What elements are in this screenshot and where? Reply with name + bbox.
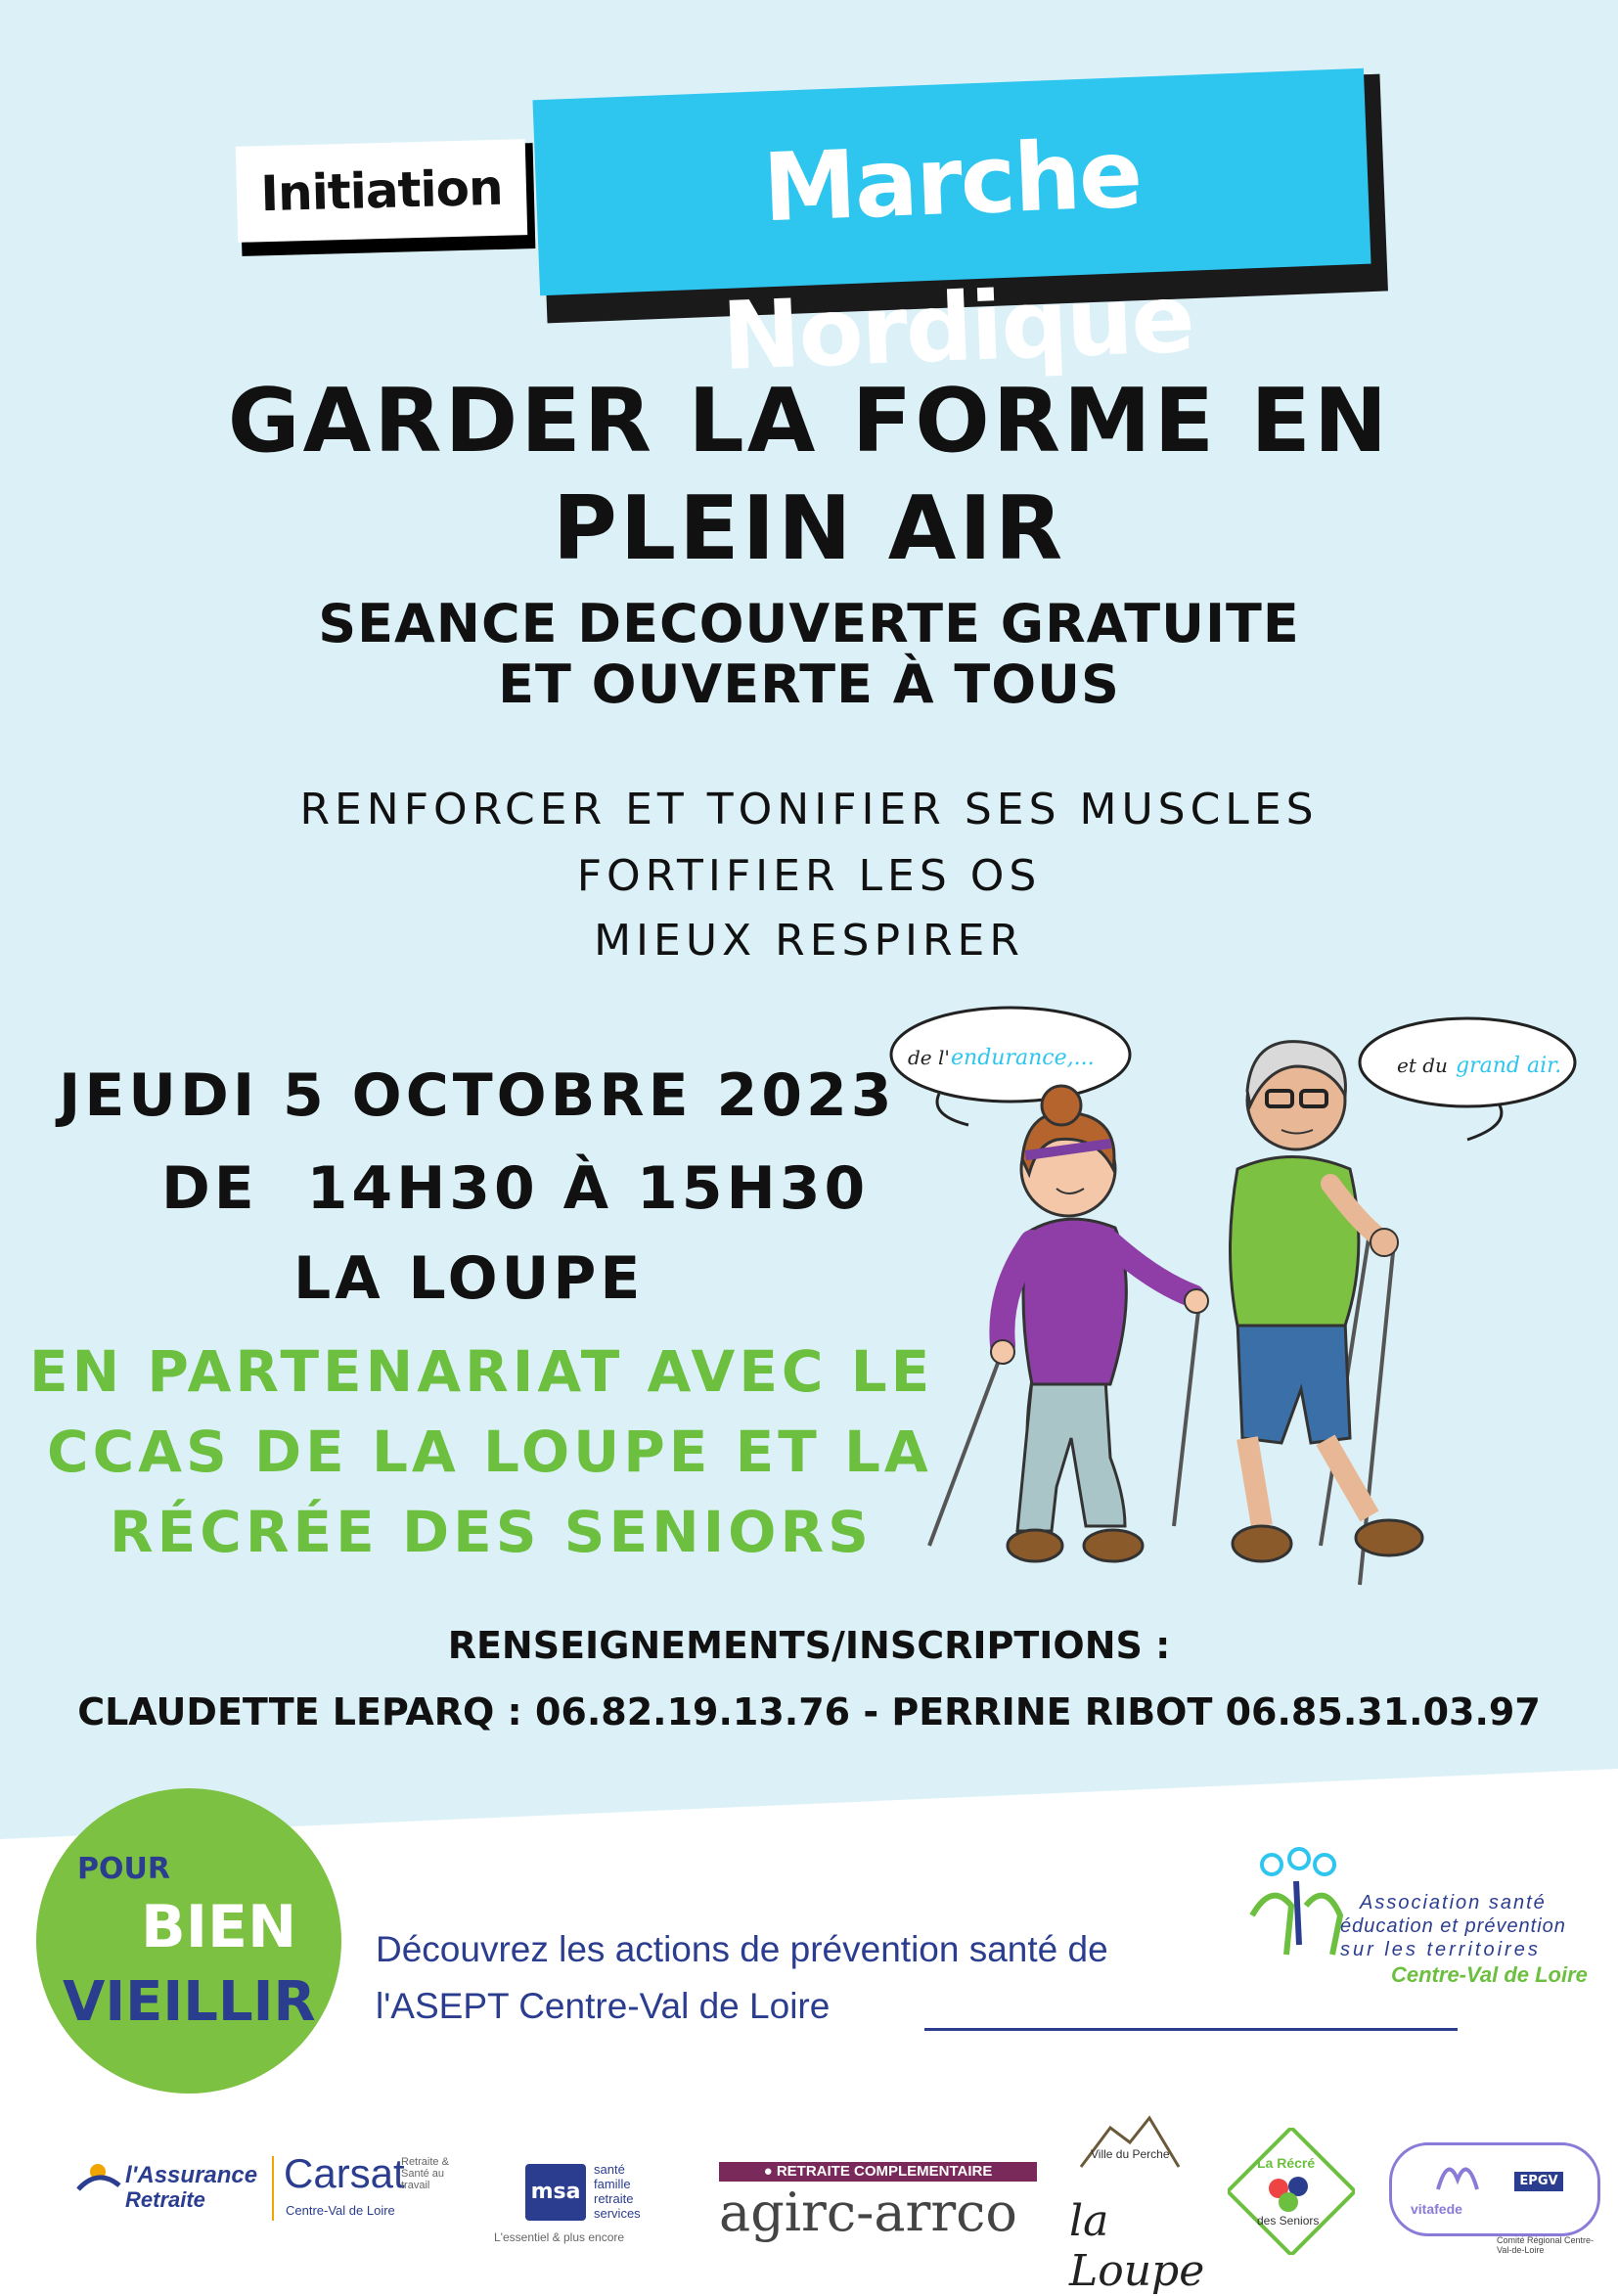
msa-line-2: famille xyxy=(594,2177,631,2191)
partnership-line3: RÉCRÉE DES SENIORS xyxy=(110,1499,873,1565)
assurance-name2: Retraite xyxy=(125,2187,205,2212)
carsat-sub: Centre-Val de Loire xyxy=(286,2203,395,2218)
assurance-name: l'Assurance xyxy=(125,2162,258,2188)
event-time: DE 14H30 À 15H30 xyxy=(161,1154,870,1223)
asept-logo-line3: sur les territoires xyxy=(1340,1939,1541,1960)
msa-logo xyxy=(484,2152,680,2250)
benefit-1: RENFORCER ET TONIFIER SES MUSCLES xyxy=(299,785,1319,834)
man-walker xyxy=(1231,1042,1423,1585)
msa-square: msa xyxy=(525,2164,586,2221)
epgv-sub: Comité Régional Centre-Val-de-Loire xyxy=(1497,2235,1595,2255)
bubble-right-highlight: grand air. xyxy=(1456,1054,1562,1078)
woman-walker xyxy=(929,1086,1208,1561)
pour-bien-vieillir-badge xyxy=(33,1785,344,2096)
carsat-name: Carsat xyxy=(284,2150,405,2196)
asept-logo-line4: Centre-Val de Loire xyxy=(1391,1962,1588,1987)
vitafede-name: vitafede xyxy=(1411,2201,1462,2217)
vitafede-frame xyxy=(1389,2142,1600,2236)
speech-bubble-right xyxy=(1360,1018,1575,1140)
agirc-top: ● RETRAITE COMPLEMENTAIRE xyxy=(719,2162,1037,2182)
msa-line-3: retraite xyxy=(594,2191,634,2206)
headline-sub2: ET OUVERTE À TOUS xyxy=(498,653,1120,715)
la-loupe-name: la Loupe xyxy=(1069,2196,1205,2296)
recre-top: La Récré xyxy=(1257,2155,1316,2171)
assurance-retraite-icon xyxy=(68,2150,127,2209)
bubble-left-highlight: endurance,... xyxy=(951,1046,1095,1070)
nordic-walkers-illustration xyxy=(861,998,1585,1614)
agirc-name: agirc-arrco xyxy=(719,2182,1017,2243)
assurance-carsat-logo xyxy=(68,2142,460,2240)
msa-tag: L'essentiel & plus encore xyxy=(494,2230,625,2244)
event-place: LA LOUPE xyxy=(293,1244,645,1313)
banner-title: Marche Nordique xyxy=(720,118,1195,392)
carsat-divider xyxy=(272,2156,274,2221)
recre-seniors-logo xyxy=(1228,2128,1355,2255)
asept-text-line2: l'ASEPT Centre-Val de Loire xyxy=(376,1986,831,2026)
asept-underline xyxy=(924,2028,1458,2031)
agirc-arrco-logo xyxy=(719,2162,1042,2250)
bubble-left-prefix: de l' xyxy=(908,1046,950,1069)
contact-heading: RENSEIGNEMENTS/INSCRIPTIONS : xyxy=(447,1624,1171,1667)
msa-line-1: santé xyxy=(594,2162,625,2177)
carsat-side: Retraite & Santé au travail xyxy=(401,2156,449,2191)
recre-bottom: des Seniors xyxy=(1257,2214,1320,2228)
speech-bubble-left xyxy=(891,1008,1130,1125)
banner-tag: Initiation xyxy=(259,158,504,223)
contact-details: CLAUDETTE LEPARQ : 06.82.19.13.76 - PERRINE RIBOT 06.85.31.03.97 xyxy=(77,1690,1541,1733)
la-loupe-top: Ville du Perche xyxy=(1091,2147,1170,2161)
badge-bien: BIEN xyxy=(141,1893,297,1961)
badge-vieillir: VIEILLIR xyxy=(63,1970,316,2034)
partnership-line1: EN PARTENARIAT AVEC LE xyxy=(29,1338,934,1405)
headline-sub1: SEANCE DECOUVERTE GRATUITE xyxy=(318,593,1300,654)
msa-line-4: services xyxy=(594,2206,641,2221)
asept-text-line1: Découvrez les actions de prévention santé de xyxy=(376,1929,1108,1969)
epgv-badge: EPGV xyxy=(1514,2172,1563,2191)
partnership-line2: CCAS DE LA LOUPE ET LA xyxy=(47,1418,932,1485)
headline-line1: GARDER LA FORME EN xyxy=(227,370,1391,473)
event-date: JEUDI 5 OCTOBRE 2023 xyxy=(59,1061,896,1130)
asept-logo-line1: Association santé xyxy=(1360,1892,1547,1913)
la-loupe-logo xyxy=(1061,2108,1205,2296)
headline-line2: PLEIN AIR xyxy=(552,477,1066,580)
benefit-3: MIEUX RESPIRER xyxy=(594,916,1024,966)
asept-people-icon xyxy=(1242,1847,1350,1964)
asept-logo xyxy=(1242,1847,1595,1987)
asept-logo-line2: éducation et prévention xyxy=(1340,1915,1566,1937)
badge-pour: POUR xyxy=(77,1852,170,1886)
bubble-right-prefix: et du xyxy=(1397,1054,1448,1077)
vitafede-epgv-logo xyxy=(1389,2142,1599,2255)
benefit-2: FORTIFIER LES OS xyxy=(576,851,1042,901)
